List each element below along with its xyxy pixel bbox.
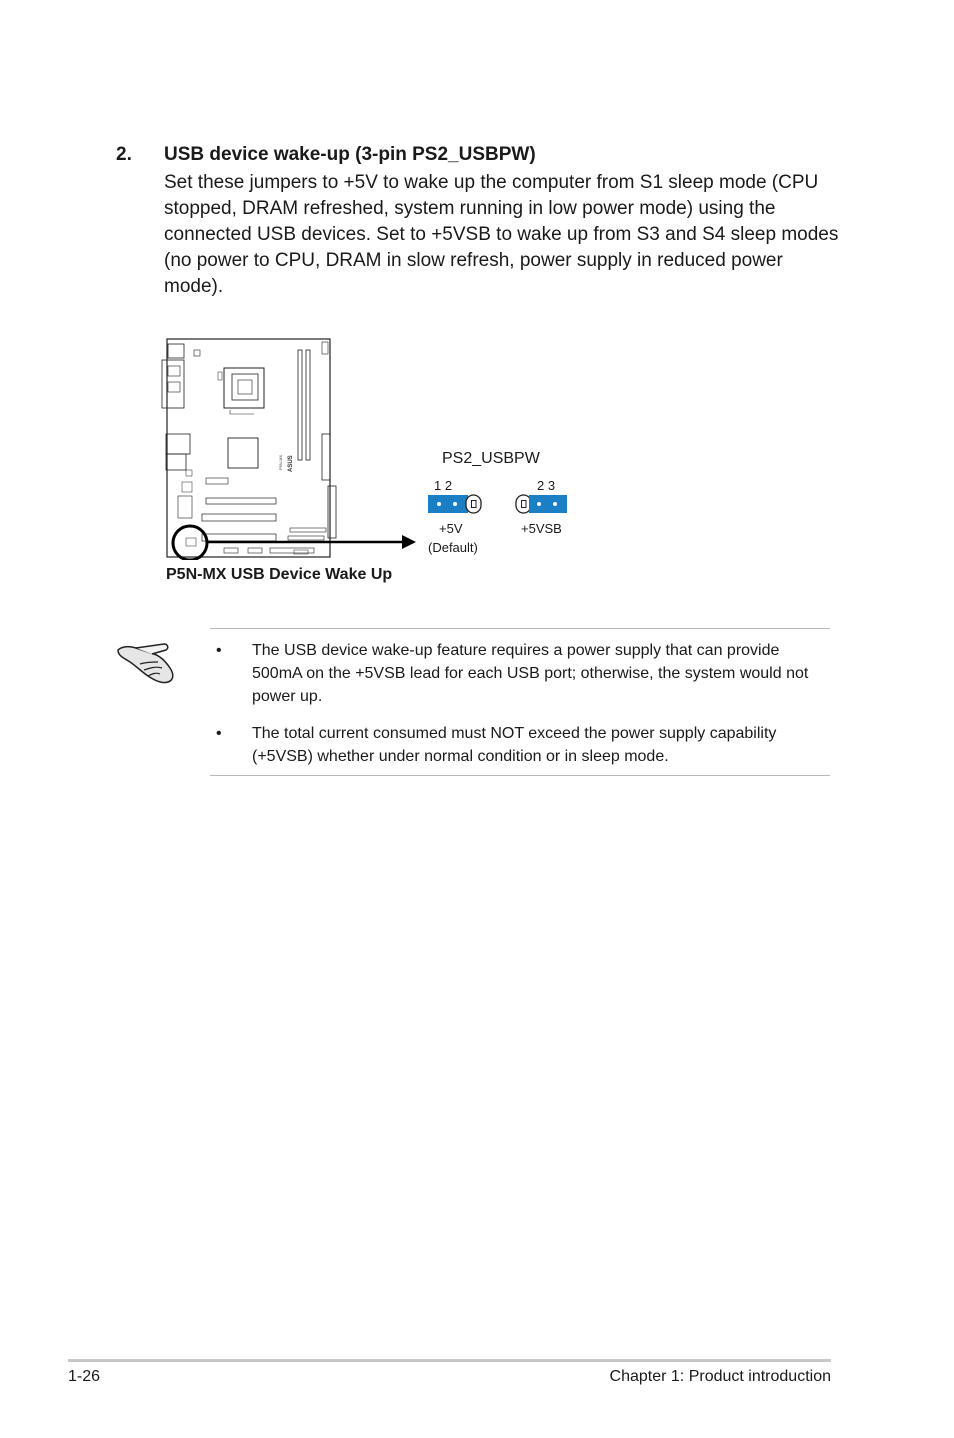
jumper-cap-1-2 xyxy=(428,495,468,513)
svg-text:P5N-MX: P5N-MX xyxy=(278,454,283,470)
jumper-settings-diagram xyxy=(425,492,575,516)
section-title: USB device wake-up (3-pin PS2_USBPW) xyxy=(164,144,536,165)
left-setting-label: +5V xyxy=(439,521,463,536)
right-pin-numbers: 2 3 xyxy=(537,478,556,493)
jumper-cap-2-3 xyxy=(529,495,567,513)
page-number: 1-26 xyxy=(68,1368,101,1385)
hand-pointing-icon xyxy=(114,636,178,684)
motherboard-diagram xyxy=(158,338,420,560)
svg-text:ASUS: ASUS xyxy=(288,455,294,472)
default-label: (Default) xyxy=(428,540,478,555)
jumper-location-highlight xyxy=(173,526,207,560)
figure-caption: P5N-MX USB Device Wake Up xyxy=(166,566,393,583)
note-text: The USB device wake-up feature requires a power supply that can provide 500mA on the +5VSB lead for each USB port; otherwise, the system would not power up. xyxy=(252,642,809,705)
note-text: The total current consumed must NOT exceed the power supply capability (+5VSB) whether under normal condition or in sleep mode. xyxy=(252,725,777,765)
right-setting-label: +5VSB xyxy=(521,521,562,536)
note-bullet: • xyxy=(216,725,222,742)
section-body: Set these jumpers to +5V to wake up the computer from S1 sleep mode (CPU stopped, DRAM refreshed, system running in low power mode) using the connected USB devices. Set to +5VSB to wake up from S3 and S4 sleep modes (no power to CPU, DRAM in slow refresh, power supply in reduced power mode). xyxy=(164,172,839,297)
footer-divider xyxy=(68,1359,831,1362)
chapter-title: Chapter 1: Product introduction xyxy=(609,1368,831,1385)
jumper-name-label: PS2_USBPW xyxy=(442,450,540,467)
note-bullet: • xyxy=(216,642,222,659)
note-box xyxy=(210,628,830,776)
section-number: 2. xyxy=(116,144,132,165)
left-pin-numbers: 1 2 xyxy=(434,478,453,493)
